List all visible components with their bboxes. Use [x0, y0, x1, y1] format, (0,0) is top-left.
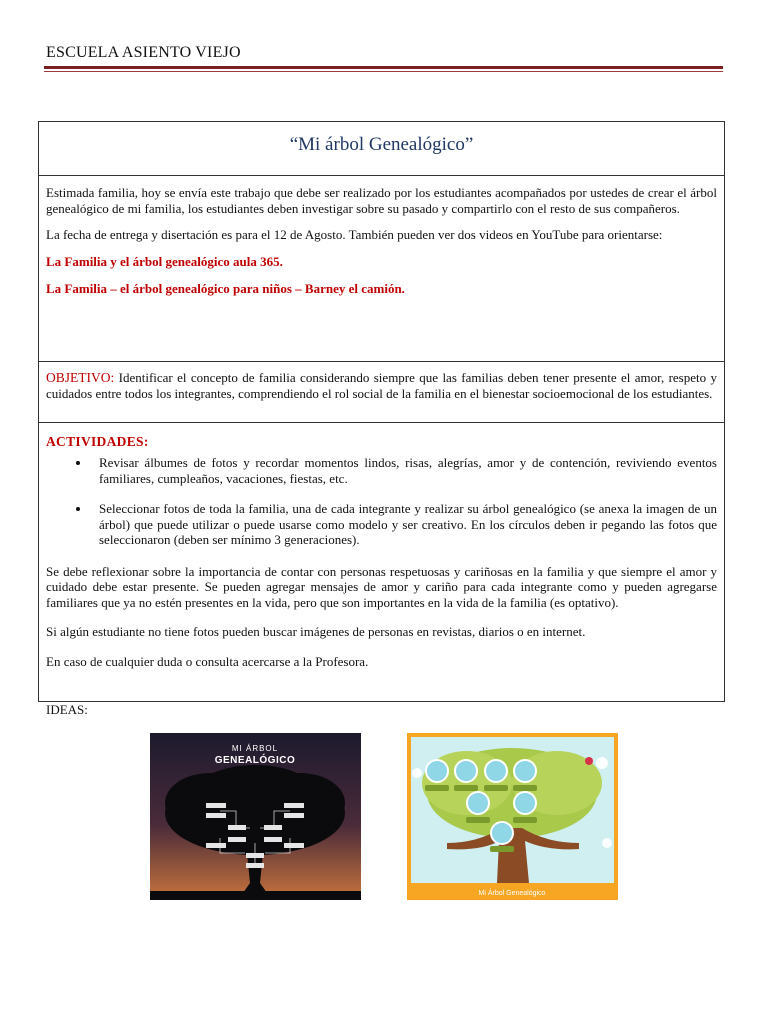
intro-section — [39, 175, 724, 361]
activities-section — [39, 422, 724, 702]
activity-item: • Revisar álbumes de fotos y recordar momentos lindos, risas, alegrías, amor y de contención, reviviendo eventos familiares, cumpleaños, vacaciones, fiestas, etc. — [91, 455, 717, 486]
photos-paragraph: Si algún estudiante no tiene fotos pueden buscar imágenes de personas en revistas, diarios o en internet. — [46, 624, 586, 639]
document-title: “Mi árbol Genealógico” — [289, 134, 474, 155]
idea-image-dark-tree — [150, 733, 361, 900]
dark-tree-title-line1: MI ÁRBOL — [231, 744, 279, 753]
objective-label: OBJETIVO: — [46, 370, 115, 385]
header-rule — [44, 66, 723, 69]
dark-tree-title-line2: GENEALÓGICO — [214, 755, 296, 766]
activities-label: ACTIVIDADES: — [46, 434, 149, 449]
header-rule-thin — [44, 71, 723, 72]
objective-text: Identificar el concepto de familia considerando siempre que las familias deben tener presente el amor, respeto y cuidados entre todos los integrantes, comprendiendo el rol social de la familia en el bienestar socioemocional de los estudiantes. — [46, 370, 717, 401]
intro-paragraph: Estimada familia, hoy se envía este trabajo que debe ser realizado por los estudiantes acompañados por ustedes de crear el árbol genealógico de mi familia, los estudiantes deben investigar sobre su pasado y compartirlo con el resto de sus compañeros. — [46, 185, 717, 216]
contact-paragraph: En caso de cualquier duda o consulta acercarse a la Profesora. — [46, 653, 369, 669]
video-link-aula365[interactable]: La Familia y el árbol genealógico aula 365. — [46, 253, 283, 269]
reflection-paragraph: Se debe reflexionar sobre la importancia de contar con personas respetuosas y cariñosas en la familia y que siempre el amor y cuidado debe estar presente. Se pueden agregar mensajes de amor y cariño para cada integrante como y pueden agregarse familiares que ya no estén presentes en la vida, pero que son importantes en la vida de la familia (es optativo). — [46, 563, 717, 610]
school-name: ESCUELA ASIENTO VIEJO — [46, 44, 241, 61]
delivery-paragraph: La fecha de entrega y disertación es para el 12 de Agosto. También pueden ver dos videos en YouTube para orientarse: — [46, 227, 663, 242]
idea-image-cartoon-tree — [407, 733, 618, 900]
activity-item: • Seleccionar fotos de toda la familia, una de cada integrante y realizar su árbol genealógico (se anexa la imagen de un árbol) que puede utilizar o puede usarse como modelo y ser creativo. En los círculos deben ir pegando las fotos que seleccionaron (deben ser mínimo 3 generaciones). — [91, 501, 717, 548]
content-frame — [38, 121, 725, 702]
cartoon-tree-caption: Mi Árbol Genealógico — [478, 890, 546, 897]
ideas-label: IDEAS: — [46, 702, 88, 717]
cartoon-tree-illustration — [407, 733, 618, 900]
dark-tree-illustration — [150, 733, 361, 900]
objective-section — [39, 361, 724, 422]
activities-list — [46, 455, 717, 548]
title-section — [39, 122, 724, 175]
video-link-barney[interactable]: La Familia – el árbol genealógico para niños – Barney el camión. — [46, 281, 405, 296]
objective-paragraph — [46, 370, 717, 401]
